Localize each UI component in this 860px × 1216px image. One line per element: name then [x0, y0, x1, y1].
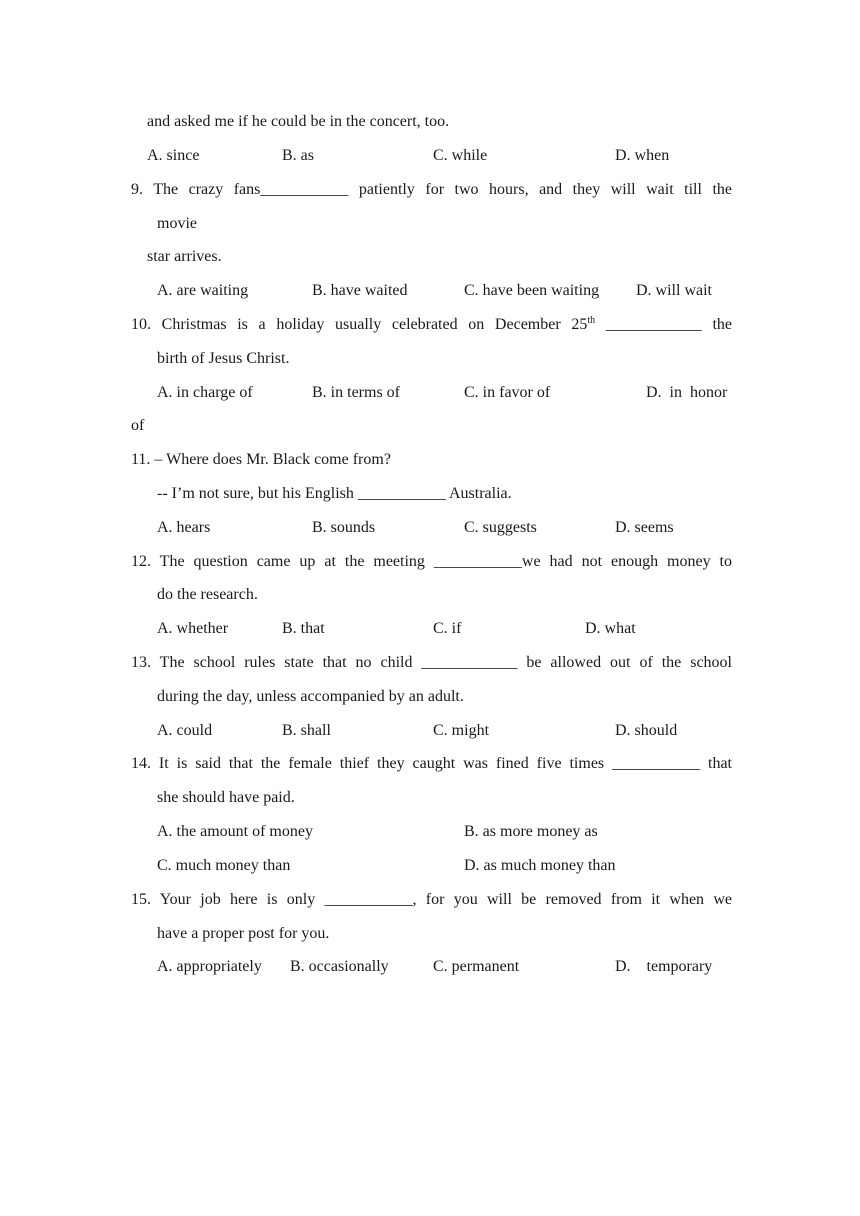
q14-stem-line-2: she should have paid. — [157, 789, 295, 806]
q11-stem-line-2: -- I’m not sure, but his English ___________ Australia. — [157, 485, 512, 502]
q10-stem-text: 10. Christmas is a holiday usually celebrated on December 25 — [131, 316, 588, 333]
q9-option-d: D. will wait — [636, 282, 712, 299]
q8-stem-line: and asked me if he could be in the concert, too. — [147, 113, 450, 130]
q14-option-c: C. much money than — [157, 857, 291, 874]
q10-option-d: D. in honor — [646, 384, 728, 401]
q8-option-a: A. since — [147, 147, 200, 164]
q11-option-b: B. sounds — [312, 519, 376, 536]
q13-option-a: A. could — [157, 722, 213, 739]
q11-option-d: D. seems — [615, 519, 674, 536]
q10-option-a: A. in charge of — [157, 384, 253, 401]
q13-option-c: C. might — [433, 722, 490, 739]
q10-superscript: th — [587, 315, 596, 326]
q14-option-b: B. as more money as — [464, 823, 598, 840]
q9-option-a: A. are waiting — [157, 282, 249, 299]
q15-option-d: D. temporary — [615, 958, 713, 975]
q9-stem-line-2: movie — [157, 215, 197, 232]
q13-stem-line-1: 13. The school rules state that no child ____________ be allowed out of the school — [131, 654, 732, 671]
q15-stem-line-1: 15. Your job here is only ___________, for you will be removed from it when we — [131, 891, 732, 908]
q11-option-a: A. hears — [157, 519, 211, 536]
q15-stem-line-2: have a proper post for you. — [157, 925, 330, 942]
q12-option-d: D. what — [585, 620, 636, 637]
q12-stem-line-1: 12. The question came up at the meeting ___________we had not enough money to — [131, 553, 732, 570]
q10-stem-blank: ____________ the — [595, 316, 733, 333]
q8-option-d: D. when — [615, 147, 670, 164]
q15-option-a: A. appropriately — [157, 958, 262, 975]
q13-option-b: B. shall — [282, 722, 331, 739]
q13-option-d: D. should — [615, 722, 678, 739]
q15-option-c: C. permanent — [433, 958, 520, 975]
q15-option-b: B. occasionally — [290, 958, 389, 975]
q12-option-a: A. whether — [157, 620, 229, 637]
q9-option-b: B. have waited — [312, 282, 408, 299]
q10-option-c: C. in favor of — [464, 384, 551, 401]
q12-stem-line-2: do the research. — [157, 586, 258, 603]
q9-option-c: C. have been waiting — [464, 282, 600, 299]
q10-stem-line-1 — [131, 315, 732, 335]
q8-option-b: B. as — [282, 147, 314, 164]
q11-stem-line-1: 11. – Where does Mr. Black come from? — [131, 451, 391, 468]
q10-option-d-wrap: of — [131, 417, 145, 434]
q10-option-b: B. in terms of — [312, 384, 400, 401]
q8-option-c: C. while — [433, 147, 488, 164]
q14-option-a: A. the amount of money — [157, 823, 313, 840]
q10-stem-line-2: birth of Jesus Christ. — [157, 350, 290, 367]
q11-option-c: C. suggests — [464, 519, 537, 536]
q12-option-b: B. that — [282, 620, 325, 637]
q14-stem-line-1: 14. It is said that the female thief they caught was fined five times ___________ that — [131, 755, 732, 772]
q14-option-d: D. as much money than — [464, 857, 616, 874]
q9-stem-line-1: 9. The crazy fans___________ patiently for two hours, and they will wait till the — [131, 181, 732, 198]
q13-stem-line-2: during the day, unless accompanied by an adult. — [157, 688, 464, 705]
q12-option-c: C. if — [433, 620, 462, 637]
q9-stem-line-3: star arrives. — [147, 248, 222, 265]
